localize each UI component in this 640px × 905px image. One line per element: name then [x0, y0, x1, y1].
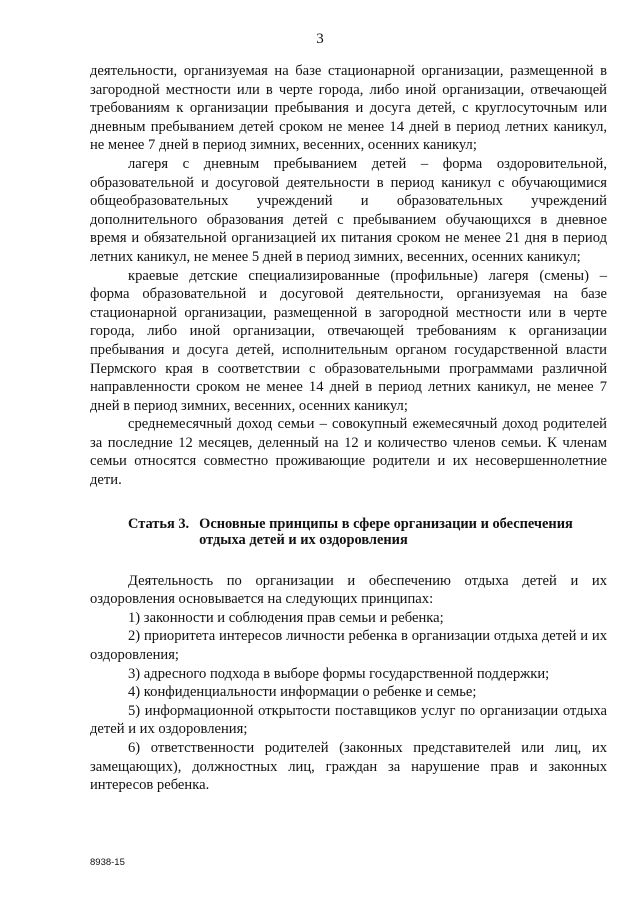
paragraph-average-income: среднемесячный доход семьи – совокупный ежемесячный доход родителей за последние 12 месяцев, деленный на 12 и количество членов семьи. К членам семьи относятся совместно проживающие родители и их несовершеннолетние дети. — [90, 416, 607, 489]
principle-item-4: 4) конфиденциальности информации о ребенке и семье; — [128, 684, 477, 701]
article-heading — [128, 516, 607, 548]
article-number: Статья 3. — [128, 515, 190, 532]
principle-item-6: 6) ответственности родителей (законных представителей или лиц, их замещающих), должностных лиц, граждан за нарушение прав и законных интересов ребенка. — [90, 740, 607, 794]
paragraph-specialized-camps: краевые детские специализированные (профильные) лагеря (смены) – форма образовательной и досуговой деятельности, организуемая на базе стационарной организации, размещенной в загородной местности или в черте города, либо иной организации, отвечающей требованиям к организации пребывания и досуга детей, исполнительным органом государственной власти Пермского края в соответствии с образовательными программами различной направленности сроком не менее 14 дней в период летних каникул, не менее 7 дней в период зимних, весенних, осенних каникул; — [90, 267, 607, 414]
principle-item-3: 3) адресного подхода в выборе формы государственной поддержки; — [128, 665, 550, 682]
document-code: 8938-15 — [90, 857, 125, 868]
principle-item-5: 5) информационной открытости поставщиков услуг по организации отдыха детей и их оздоровления; — [90, 702, 607, 738]
paragraph-day-camps: лагеря с дневным пребыванием детей – форма оздоровительной, образовательной и досуговой деятельности в период каникул с обучающимися общеобразовательных учреждений и образовательных учреждений дополнительного образования детей с пребыванием обучающихся в дневное время и обязательной организацией их питания сроком не менее 21 дня в период летних каникул, не менее 5 дней в период зимних, весенних, осенних каникул; — [90, 155, 607, 265]
principle-item-2: 2) приоритета интересов личности ребенка в организации отдыха детей и их оздоровления; — [90, 628, 607, 664]
article-title: Основные принципы в сфере организации и обеспечения отдыха детей и их оздоровления — [199, 515, 573, 548]
principles-intro: Деятельность по организации и обеспечению отдыха детей и их оздоровления основывается на следующих принципах: — [90, 572, 607, 608]
paragraph-continuation: деятельности, организуемая на базе стационарной организации, размещенной в загородной местности или в черте города, либо иной организации, отвечающей требованиям к организации пребывания и досуга детей, с круглосуточным или дневным пребыванием детей сроком не менее 14 дней в период летних каникул, не менее 7 дней в период зимних, весенних, осенних каникул; — [90, 63, 607, 154]
principle-item-1: 1) законности и соблюдения прав семьи и ребенка; — [128, 609, 444, 626]
document-body — [90, 62, 607, 795]
page-number: 3 — [316, 31, 324, 47]
